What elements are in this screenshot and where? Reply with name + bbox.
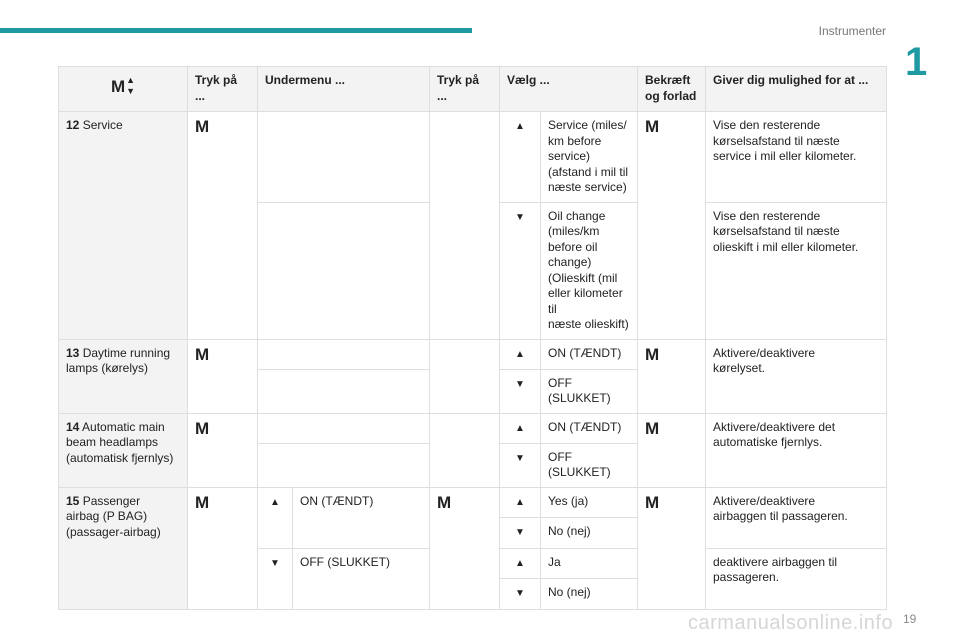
row-15-press-2 bbox=[430, 487, 500, 609]
table-row bbox=[59, 112, 887, 203]
header-accent-bar bbox=[0, 28, 472, 33]
row-15-choice-4: No (nej) bbox=[541, 579, 638, 610]
row-15-submenu-on: ▲ ON (TÆNDT) bbox=[258, 487, 430, 548]
down-arrow-icon: ▼ bbox=[126, 86, 136, 96]
header-press: Tryk på ... bbox=[188, 67, 258, 112]
up-arrow-icon: ▲ bbox=[500, 548, 541, 579]
up-arrow-icon: ▲ bbox=[500, 112, 541, 203]
m-button-icon: M bbox=[437, 492, 452, 512]
row-14-press bbox=[188, 413, 258, 487]
row-14-desc: Aktivere/deaktivere det automatiske fjernlys. bbox=[706, 413, 887, 487]
row-13-choice-up: ON (TÆNDT) bbox=[541, 339, 638, 369]
down-arrow-icon: ▼ bbox=[500, 369, 541, 413]
row-15-desc-on: Aktivere/deaktivere airbaggen til passageren. bbox=[706, 487, 887, 548]
row-13-submenu bbox=[258, 339, 430, 369]
m-button-icon: M bbox=[110, 76, 126, 96]
row-12-submenu bbox=[258, 112, 430, 203]
header-m-arrows bbox=[59, 67, 188, 112]
m-button-icon: M bbox=[645, 492, 660, 512]
row-12-desc-up: Vise den resterende kørselsafstand til næste service i mil eller kilometer. bbox=[706, 112, 887, 203]
row-14-label: 14 Automatic main beam headlamps (automatisk fjernlys) bbox=[59, 413, 188, 487]
header-submenu: Undermenu ... bbox=[258, 67, 430, 112]
header-press-2: Tryk på ... bbox=[430, 67, 500, 112]
down-arrow-icon: ▼ bbox=[258, 549, 293, 609]
row-15-desc-off: deaktivere airbaggen til passageren. bbox=[706, 548, 887, 609]
row-15-choice-2: No (nej) bbox=[541, 518, 638, 549]
row-15-submenu-off: ▼ OFF (SLUKKET) bbox=[258, 548, 430, 609]
table-row bbox=[59, 413, 887, 443]
row-13-submenu-2 bbox=[258, 369, 430, 413]
row-15-confirm bbox=[638, 487, 706, 609]
section-title: Instrumenter bbox=[818, 24, 886, 38]
row-15-choice-1: Yes (ja) bbox=[541, 487, 638, 518]
row-13-label: 13 Daytime running lamps (kørelys) bbox=[59, 339, 188, 413]
header-confirm: Bekræft og forlad bbox=[638, 67, 706, 112]
page-number: 19 bbox=[903, 612, 917, 626]
row-12-press bbox=[188, 112, 258, 340]
row-12-choice-down: Oil change (miles/km before oil change) (Olieskift (mil eller kilometer til næste olieskift) bbox=[541, 202, 638, 339]
up-arrow-icon: ▲ bbox=[126, 75, 136, 85]
row-14-choice-down: OFF (SLUKKET) bbox=[541, 443, 638, 487]
down-arrow-icon: ▼ bbox=[500, 579, 541, 610]
m-button-icon: M bbox=[195, 117, 210, 136]
up-arrow-icon: ▲ bbox=[500, 339, 541, 369]
row-15-press bbox=[188, 487, 258, 609]
watermark: carmanualsonline.info bbox=[688, 612, 894, 634]
down-arrow-icon: ▼ bbox=[500, 202, 541, 339]
row-15-label: 15 Passenger airbag (P BAG) (passager-airbag) bbox=[59, 487, 188, 609]
m-button-icon: M bbox=[195, 344, 210, 364]
row-12-submenu-2 bbox=[258, 202, 430, 339]
m-button-icon: M bbox=[195, 418, 210, 438]
down-arrow-icon: ▼ bbox=[500, 518, 541, 549]
row-12-choice-up: Service (miles/ km before service) (afstand i mil til næste service) bbox=[541, 112, 638, 203]
row-12-desc-down: Vise den resterende kørselsafstand til næste olieskift i mil eller kilometer. bbox=[706, 202, 887, 339]
chapter-number: 1 bbox=[905, 40, 928, 84]
row-12-label: 12 Service bbox=[59, 112, 188, 340]
row-13-press-2 bbox=[430, 339, 500, 413]
header-allows: Giver dig mulighed for at ... bbox=[706, 67, 887, 112]
row-12-confirm bbox=[638, 112, 706, 340]
m-button-icon: M bbox=[195, 492, 210, 512]
up-arrow-icon: ▲ bbox=[500, 413, 541, 443]
m-button-icon: M bbox=[645, 344, 660, 364]
row-13-press bbox=[188, 339, 258, 413]
row-13-choice-down: OFF (SLUKKET) bbox=[541, 369, 638, 413]
down-arrow-icon: ▼ bbox=[500, 443, 541, 487]
table-row bbox=[59, 487, 887, 518]
row-15-choice-3: Ja bbox=[541, 548, 638, 579]
menu-table bbox=[58, 66, 887, 610]
row-14-submenu-2 bbox=[258, 443, 430, 487]
m-button-icon: M bbox=[645, 117, 660, 136]
header-select: Vælg ... bbox=[500, 67, 638, 112]
row-14-submenu bbox=[258, 413, 430, 443]
row-13-desc: Aktivere/deaktivere kørelyset. bbox=[706, 339, 887, 413]
table-header-row bbox=[59, 67, 887, 112]
row-13-confirm bbox=[638, 339, 706, 413]
m-button-icon: M bbox=[645, 418, 660, 438]
row-14-confirm bbox=[638, 413, 706, 487]
up-arrow-icon: ▲ bbox=[500, 487, 541, 518]
up-arrow-icon: ▲ bbox=[258, 488, 293, 548]
row-12-press-2 bbox=[430, 112, 500, 340]
table-row bbox=[59, 339, 887, 369]
row-14-press-2 bbox=[430, 413, 500, 487]
row-14-choice-up: ON (TÆNDT) bbox=[541, 413, 638, 443]
